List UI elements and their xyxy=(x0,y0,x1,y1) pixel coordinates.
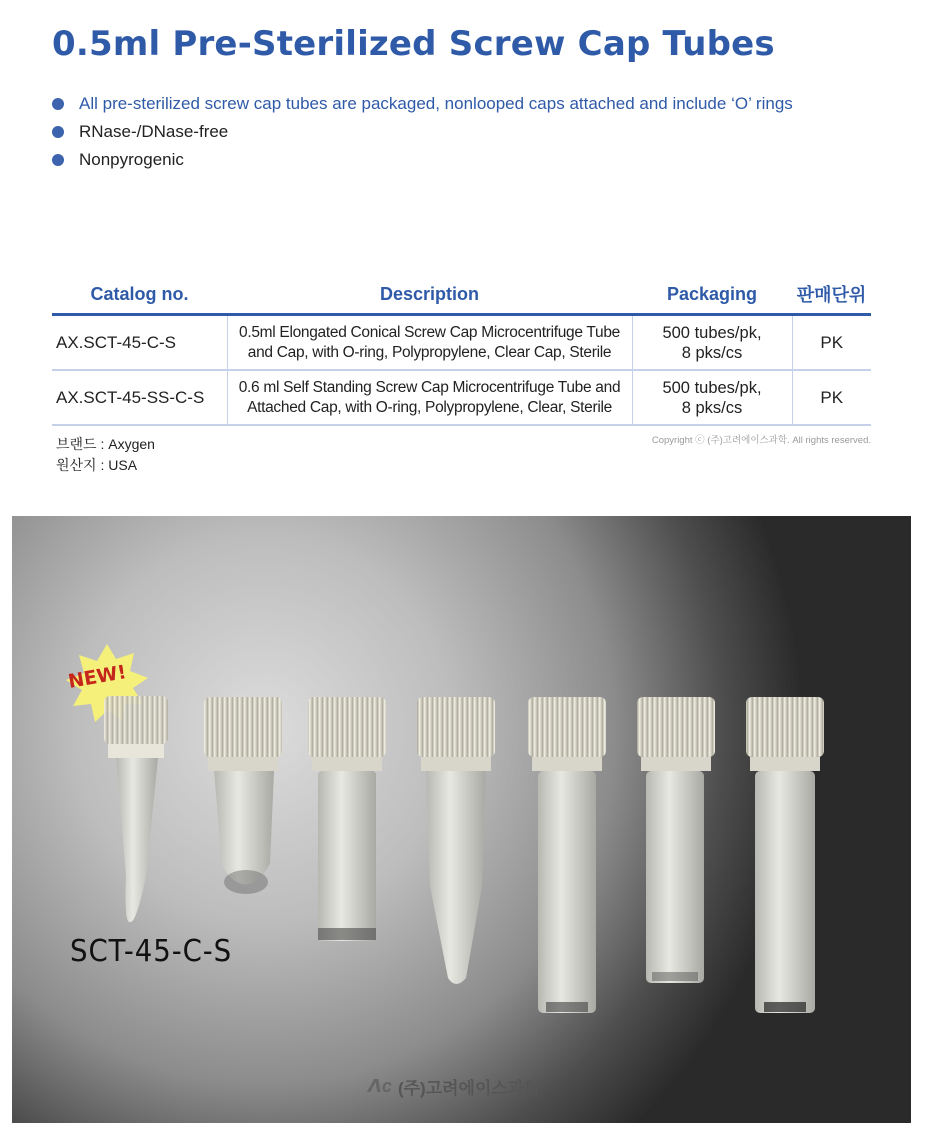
page-title: 0.5ml Pre-Sterilized Screw Cap Tubes xyxy=(52,24,775,64)
packaging-line: 500 tubes/pk, xyxy=(662,323,762,342)
table-header-row xyxy=(52,275,871,315)
bullet-dot-icon xyxy=(52,98,64,110)
description-line: 0.5ml Elongated Conical Screw Cap Microcentrifuge Tube xyxy=(239,323,620,341)
table-row xyxy=(52,370,871,425)
maker-logo-icon: ᐱc xyxy=(368,1076,392,1096)
bullet-dot-icon xyxy=(52,154,64,166)
tube-1-icon xyxy=(104,696,168,922)
bullet-dot-icon xyxy=(52,126,64,138)
packaging-line: 500 tubes/pk, xyxy=(662,378,762,397)
origin-text: 원산지 : USA xyxy=(56,457,138,473)
catalog-cell: AX.SCT-45-C-S xyxy=(52,315,227,371)
feature-item xyxy=(52,146,793,174)
feature-text: Nonpyrogenic xyxy=(79,150,184,169)
unit-cell: PK xyxy=(792,315,871,371)
copyright-text: Copyright ⓒ (주)고려에이스과학. All rights reserved. xyxy=(651,435,871,446)
header-packaging: Packaging xyxy=(632,275,792,315)
catalog-cell: AX.SCT-45-SS-C-S xyxy=(52,370,227,425)
brand-text: 브랜드 : Axygen xyxy=(56,436,155,452)
header-description: Description xyxy=(227,275,632,315)
feature-list xyxy=(52,90,793,174)
feature-text: RNase-/DNase-free xyxy=(79,122,229,141)
tube-6-icon xyxy=(637,697,715,983)
tube-2-icon xyxy=(204,697,282,894)
packaging-cell xyxy=(632,370,792,425)
tubes-illustration xyxy=(12,516,911,1123)
product-label: SCT-45-C-S xyxy=(70,934,233,969)
description-line: 0.6 ml Self Standing Screw Cap Microcentrifuge Tube and xyxy=(238,378,621,396)
packaging-line: 8 pks/cs xyxy=(681,343,743,362)
packaging-cell xyxy=(632,315,792,371)
description-line: Attached Cap, with O-ring, Polypropylene, Clear, Sterile xyxy=(247,398,612,416)
header-catalog: Catalog no. xyxy=(52,275,227,315)
feature-item xyxy=(52,118,793,146)
tube-7-icon xyxy=(746,697,824,1013)
unit-cell: PK xyxy=(792,370,871,425)
product-photo xyxy=(12,516,911,1123)
tube-4-icon xyxy=(417,697,495,984)
product-meta xyxy=(56,434,155,476)
table-row xyxy=(52,315,871,371)
header-unit: 판매단위 xyxy=(792,275,871,315)
maker-watermark xyxy=(368,1074,541,1099)
maker-name: (주)고려에이스과학 xyxy=(397,1079,541,1098)
feature-text: All pre-sterilized screw cap tubes are packaged, nonlooped caps attached and include ‘O’ rings xyxy=(79,94,793,113)
new-badge-text: NEW! xyxy=(66,661,128,693)
product-table xyxy=(52,275,871,426)
description-cell xyxy=(227,315,632,371)
description-line: and Cap, with O-ring, Polypropylene, Clear Cap, Sterile xyxy=(247,343,612,361)
tube-3-icon xyxy=(308,697,386,941)
packaging-line: 8 pks/cs xyxy=(681,398,743,417)
feature-item xyxy=(52,90,793,118)
description-cell xyxy=(227,370,632,425)
tube-5-icon xyxy=(528,697,606,1013)
